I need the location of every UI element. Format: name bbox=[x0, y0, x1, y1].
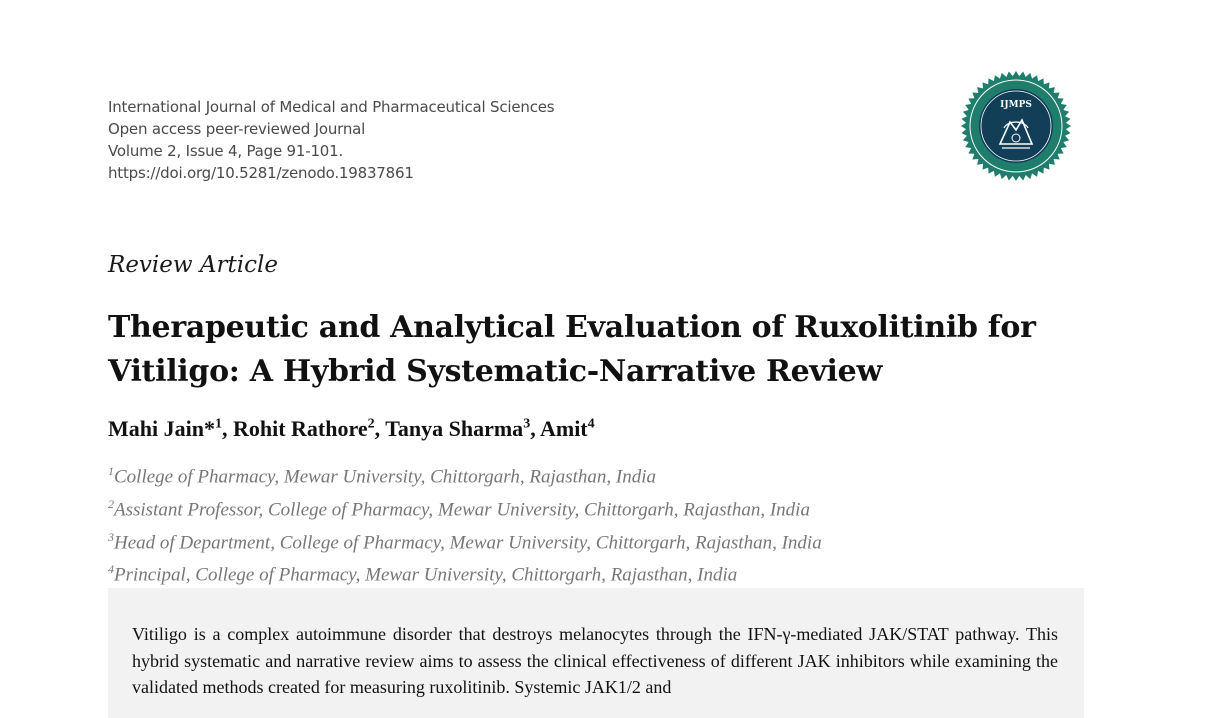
affiliation-text: College of Pharmacy, Mewar University, Chittorgarh, Rajasthan, India bbox=[114, 466, 657, 488]
affiliation-mark: 2 bbox=[108, 496, 114, 511]
journal-seal-logo bbox=[960, 70, 1072, 182]
author-name: Rohit Rathore bbox=[232, 416, 368, 441]
affiliation-text: Principal, College of Pharmacy, Mewar University, Chittorgarh, Rajasthan, India bbox=[114, 564, 738, 586]
abstract-box bbox=[108, 588, 1084, 718]
affiliation-item bbox=[108, 556, 822, 589]
author-affiliation-mark: 4 bbox=[587, 416, 595, 432]
affiliation-mark: 1 bbox=[108, 464, 114, 478]
author-list bbox=[108, 416, 595, 442]
author-separator: , bbox=[221, 416, 233, 441]
journal-doi: https://doi.org/10.5281/zenodo.19837861 bbox=[108, 164, 414, 182]
journal-name: International Journal of Medical and Pharmaceutical Sciences bbox=[108, 98, 555, 116]
affiliation-item bbox=[108, 524, 822, 557]
affiliation-mark: 4 bbox=[108, 562, 114, 577]
article-type: Review Article bbox=[108, 252, 278, 278]
author-affiliation-mark: 1 bbox=[214, 416, 222, 432]
affiliation-text: Assistant Professor, College of Pharmacy, Mewar University, Chittorgarh, Rajasthan, India bbox=[114, 499, 810, 521]
journal-info bbox=[108, 96, 554, 184]
author-name: Mahi Jain* bbox=[108, 416, 215, 441]
paper-title: Therapeutic and Analytical Evaluation of Ruxolitinib for Vitiligo: A Hybrid Systematic-Narrative Review bbox=[108, 310, 1036, 389]
journal-access: Open access peer-reviewed Journal bbox=[108, 120, 366, 138]
journal-volume: Volume 2, Issue 4, Page 91-101. bbox=[108, 142, 344, 160]
author-affiliation-mark: 2 bbox=[367, 416, 375, 432]
seal-abbreviation: IJMPS bbox=[1000, 100, 1032, 110]
abstract-text: Vitiligo is a complex autoimmune disorder that destroys melanocytes through the IFN-γ-mediated JAK/STAT pathway. This hybrid systematic and narrative review aims to assess the clinical effectiveness of different JAK inhibitors while examining the validated methods created for measuring ruxolitinib. Systemic JAK1/2 and bbox=[132, 624, 1058, 697]
author-separator: , bbox=[530, 416, 540, 441]
author-separator: , bbox=[374, 416, 386, 441]
affiliation-item bbox=[108, 491, 822, 524]
affiliation-item bbox=[108, 458, 822, 491]
affiliation-mark: 3 bbox=[108, 529, 114, 544]
affiliation-list bbox=[108, 458, 822, 589]
affiliation-text: Head of Department, College of Pharmacy, Mewar University, Chittorgarh, Rajasthan, India bbox=[114, 531, 822, 553]
author-affiliation-mark: 3 bbox=[523, 416, 531, 432]
author-name: Tanya Sharma bbox=[385, 416, 524, 441]
author-name: Amit bbox=[539, 416, 588, 441]
